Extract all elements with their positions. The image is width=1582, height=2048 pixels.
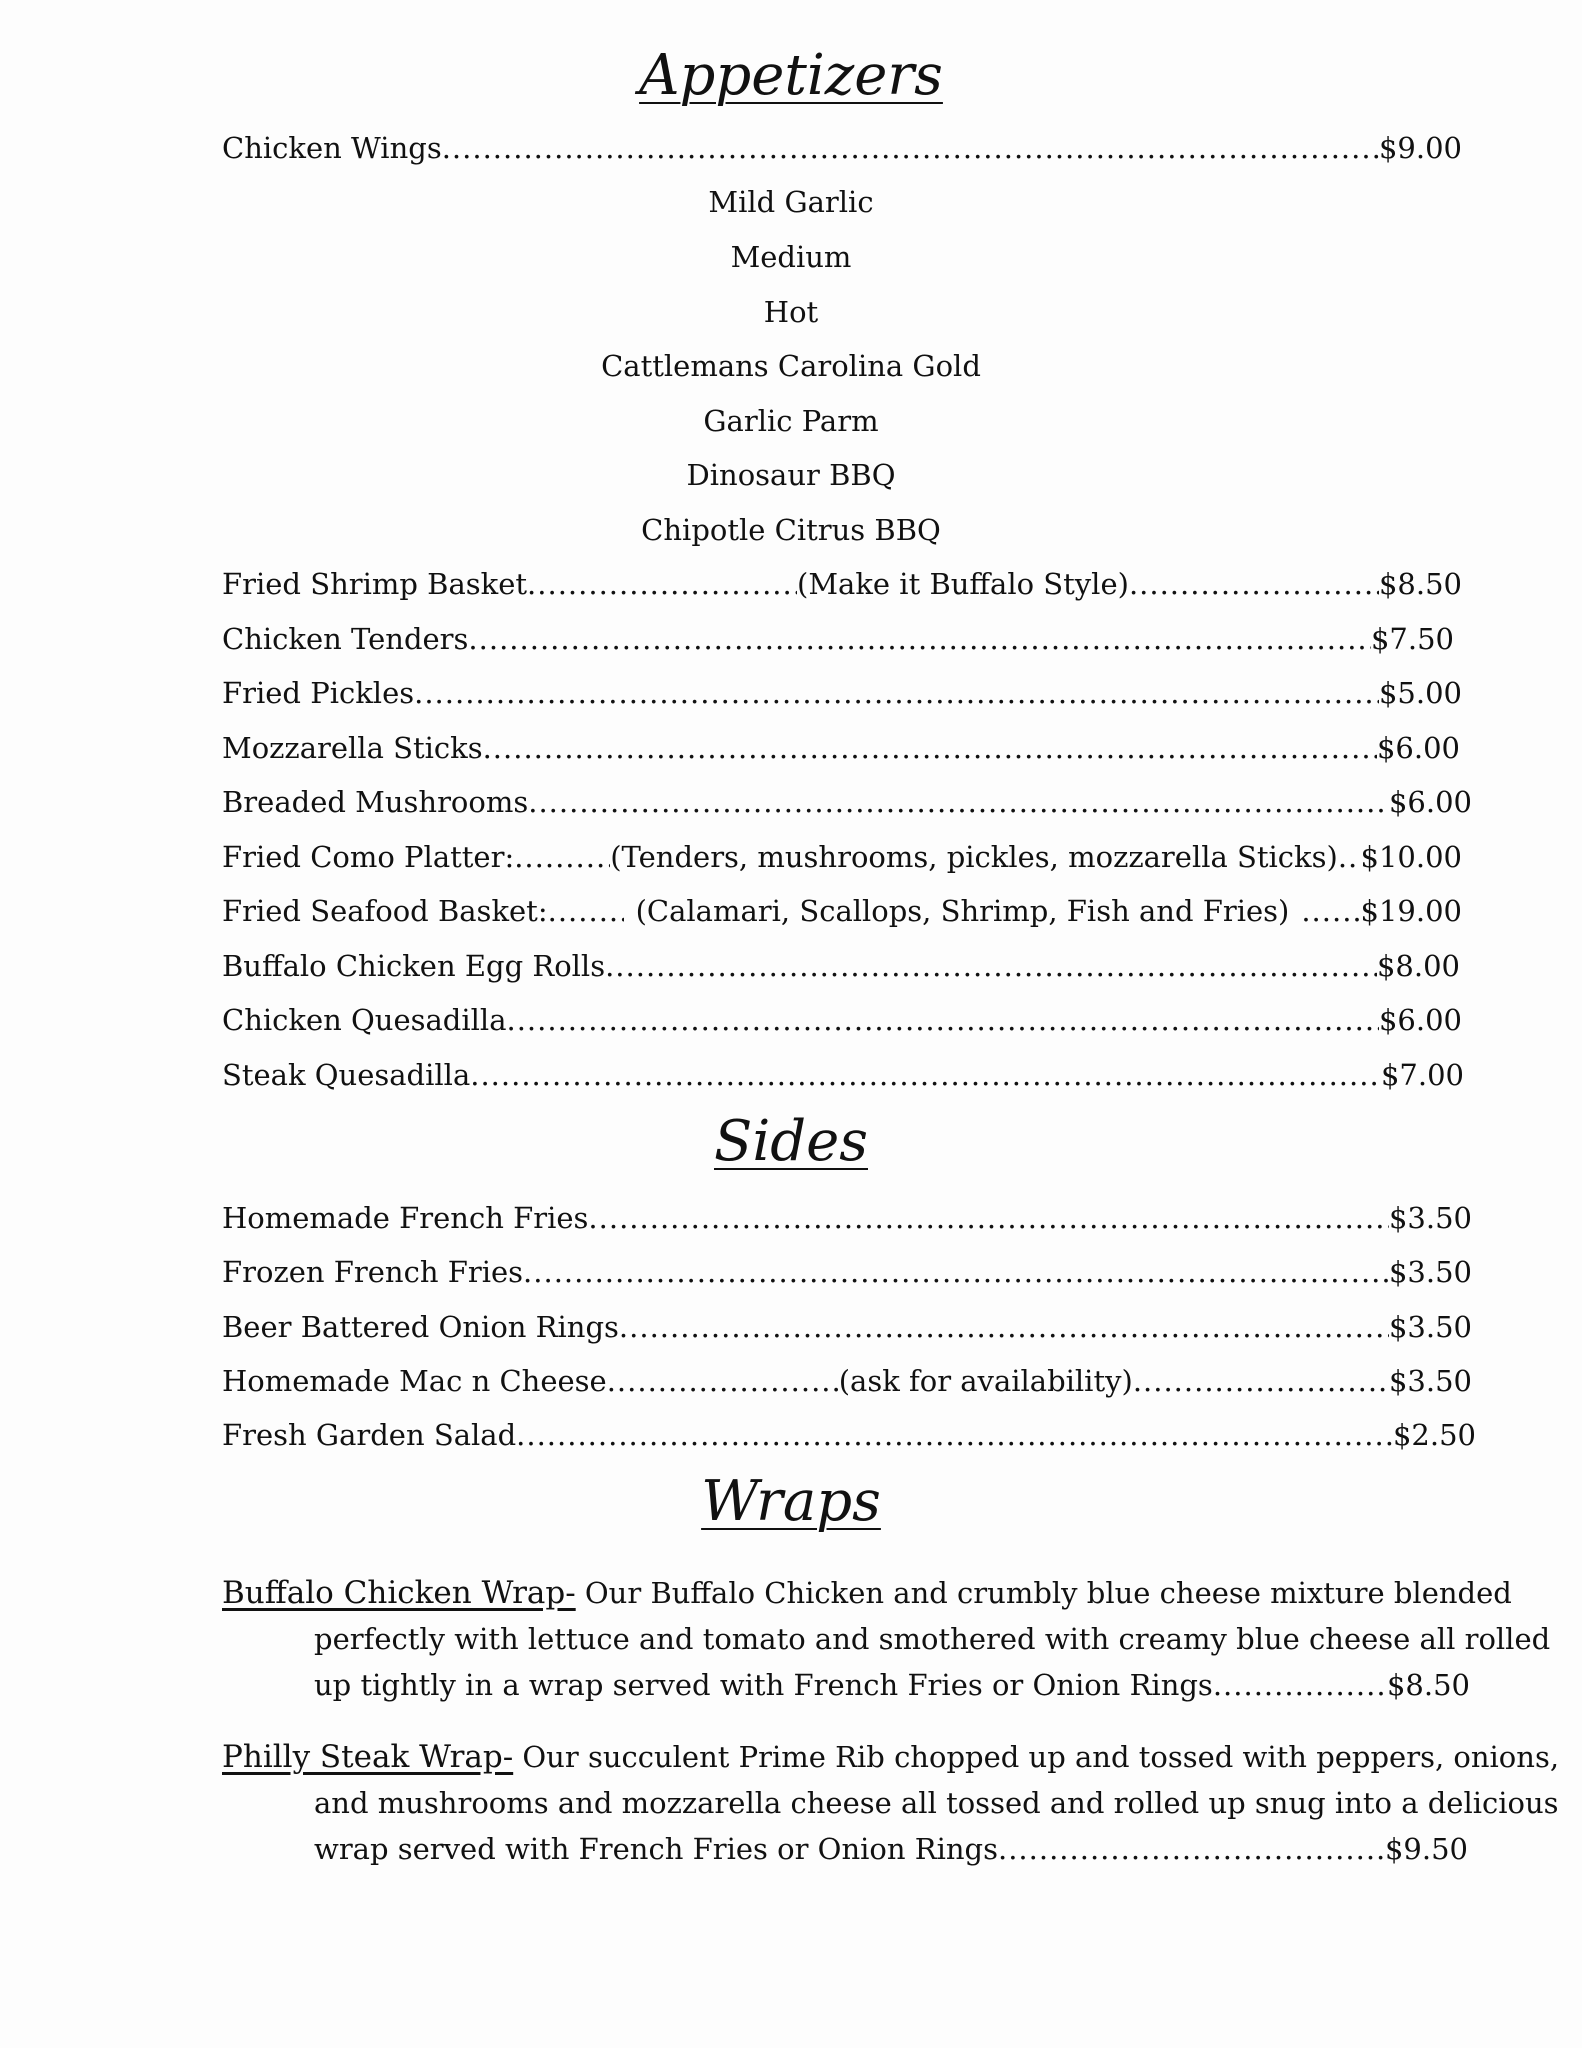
item-name: Frozen French Fries [222,1255,524,1289]
wrap-description: up tightly in a wrap served with French Fries or Onion Rings [314,1668,1213,1702]
wing-flavor: Chipotle Citrus BBQ [641,513,941,547]
menu-item [222,837,1462,877]
menu-item [222,1055,1464,1095]
wing-flavor: Dinosaur BBQ [686,458,896,492]
item-note: (Calamari, Scallops, Shrimp, Fish and Fries) [635,894,1290,928]
item-name: Fried Pickles [222,676,415,710]
item-price: $2.50 [1392,1418,1476,1452]
wrap-name: Buffalo Chicken Wrap- [222,1575,576,1611]
item-name: Homemade Mac n Cheese [222,1364,607,1398]
item-price: $10.00 [1360,840,1462,874]
item-price: $3.50 [1388,1310,1472,1344]
item-name: Fried Como Platter: [222,840,515,874]
menu-item [222,1361,1472,1401]
item-price: $3.50 [1388,1201,1472,1235]
wrap-description: perfectly with lettuce and tomato and smothered with creamy blue cheese all rolled [314,1622,1551,1656]
wrap-price: $8.50 [1386,1668,1470,1702]
menu-item [222,1252,1472,1292]
menu-item [222,1198,1472,1238]
item-price: $3.50 [1388,1255,1472,1289]
wing-flavor: Garlic Parm [703,404,879,438]
menu-item [222,1000,1462,1040]
menu-item [222,1307,1472,1347]
item-name: Breaded Mushrooms [222,785,529,819]
item-price: $5.00 [1378,676,1462,710]
wing-flavor: Cattlemans Carolina Gold [601,349,981,383]
item-name: Homemade French Fries [222,1201,589,1235]
item-name: Fried Seafood Basket: [222,894,548,928]
menu-item [222,619,1454,659]
menu-item [222,564,1462,604]
appetizers-heading: Appetizers [639,43,943,108]
item-price: $6.00 [1378,1003,1462,1037]
wrap-item-buffalo-chicken [222,1570,1551,1710]
menu-item [222,728,1460,768]
wrap-name: Philly Steak Wrap- [222,1739,514,1775]
item-price: $8.50 [1378,567,1462,601]
item-name: Beer Battered Onion Rings [222,1310,619,1344]
item-name: Buffalo Chicken Egg Rolls [222,949,606,983]
wing-flavor: Hot [763,295,819,329]
item-price: $6.00 [1376,731,1460,765]
wrap-description: and mushrooms and mozzarella cheese all tossed and rolled up snug into a delicious [314,1786,1559,1820]
item-price: $6.00 [1388,785,1472,819]
menu-item-chicken-wings [222,128,1462,168]
item-price: $8.00 [1376,949,1460,983]
item-price: $3.50 [1388,1364,1472,1398]
wrap-description: wrap served with French Fries or Onion Rings [314,1832,998,1866]
item-price: $19.00 [1360,894,1462,928]
item-name: Mozzarella Sticks [222,731,483,765]
item-price: $7.00 [1380,1058,1464,1092]
item-note: (Make it Buffalo Style) [797,567,1129,601]
sides-heading: Sides [714,1109,868,1174]
wrap-price: $9.50 [1384,1832,1468,1866]
item-name: Chicken Tenders [222,622,469,656]
wrap-description: Our succulent Prime Rib chopped up and tossed with peppers, onions, [522,1740,1560,1774]
wing-flavor: Mild Garlic [708,185,874,219]
item-name: Chicken Wings [222,131,442,165]
item-note: (Tenders, mushrooms, pickles, mozzarella Sticks) [610,840,1338,874]
item-price: $9.00 [1378,131,1462,165]
wing-flavor: Medium [730,240,852,274]
item-name: Chicken Quesadilla [222,1003,507,1037]
item-name: Fresh Garden Salad [222,1418,517,1452]
menu-item [222,1415,1476,1455]
item-name: Steak Quesadilla [222,1058,471,1092]
wrap-description: Our Buffalo Chicken and crumbly blue cheese mixture blended [584,1576,1512,1610]
item-name: Fried Shrimp Basket [222,567,528,601]
menu-item [222,673,1462,713]
wrap-item-philly-steak [222,1734,1560,1874]
item-price: $7.50 [1370,622,1454,656]
menu-item [222,782,1472,822]
menu-item [222,946,1460,986]
menu-item [222,891,1462,931]
wraps-heading: Wraps [701,1469,881,1534]
item-note: (ask for availability) [838,1364,1133,1398]
